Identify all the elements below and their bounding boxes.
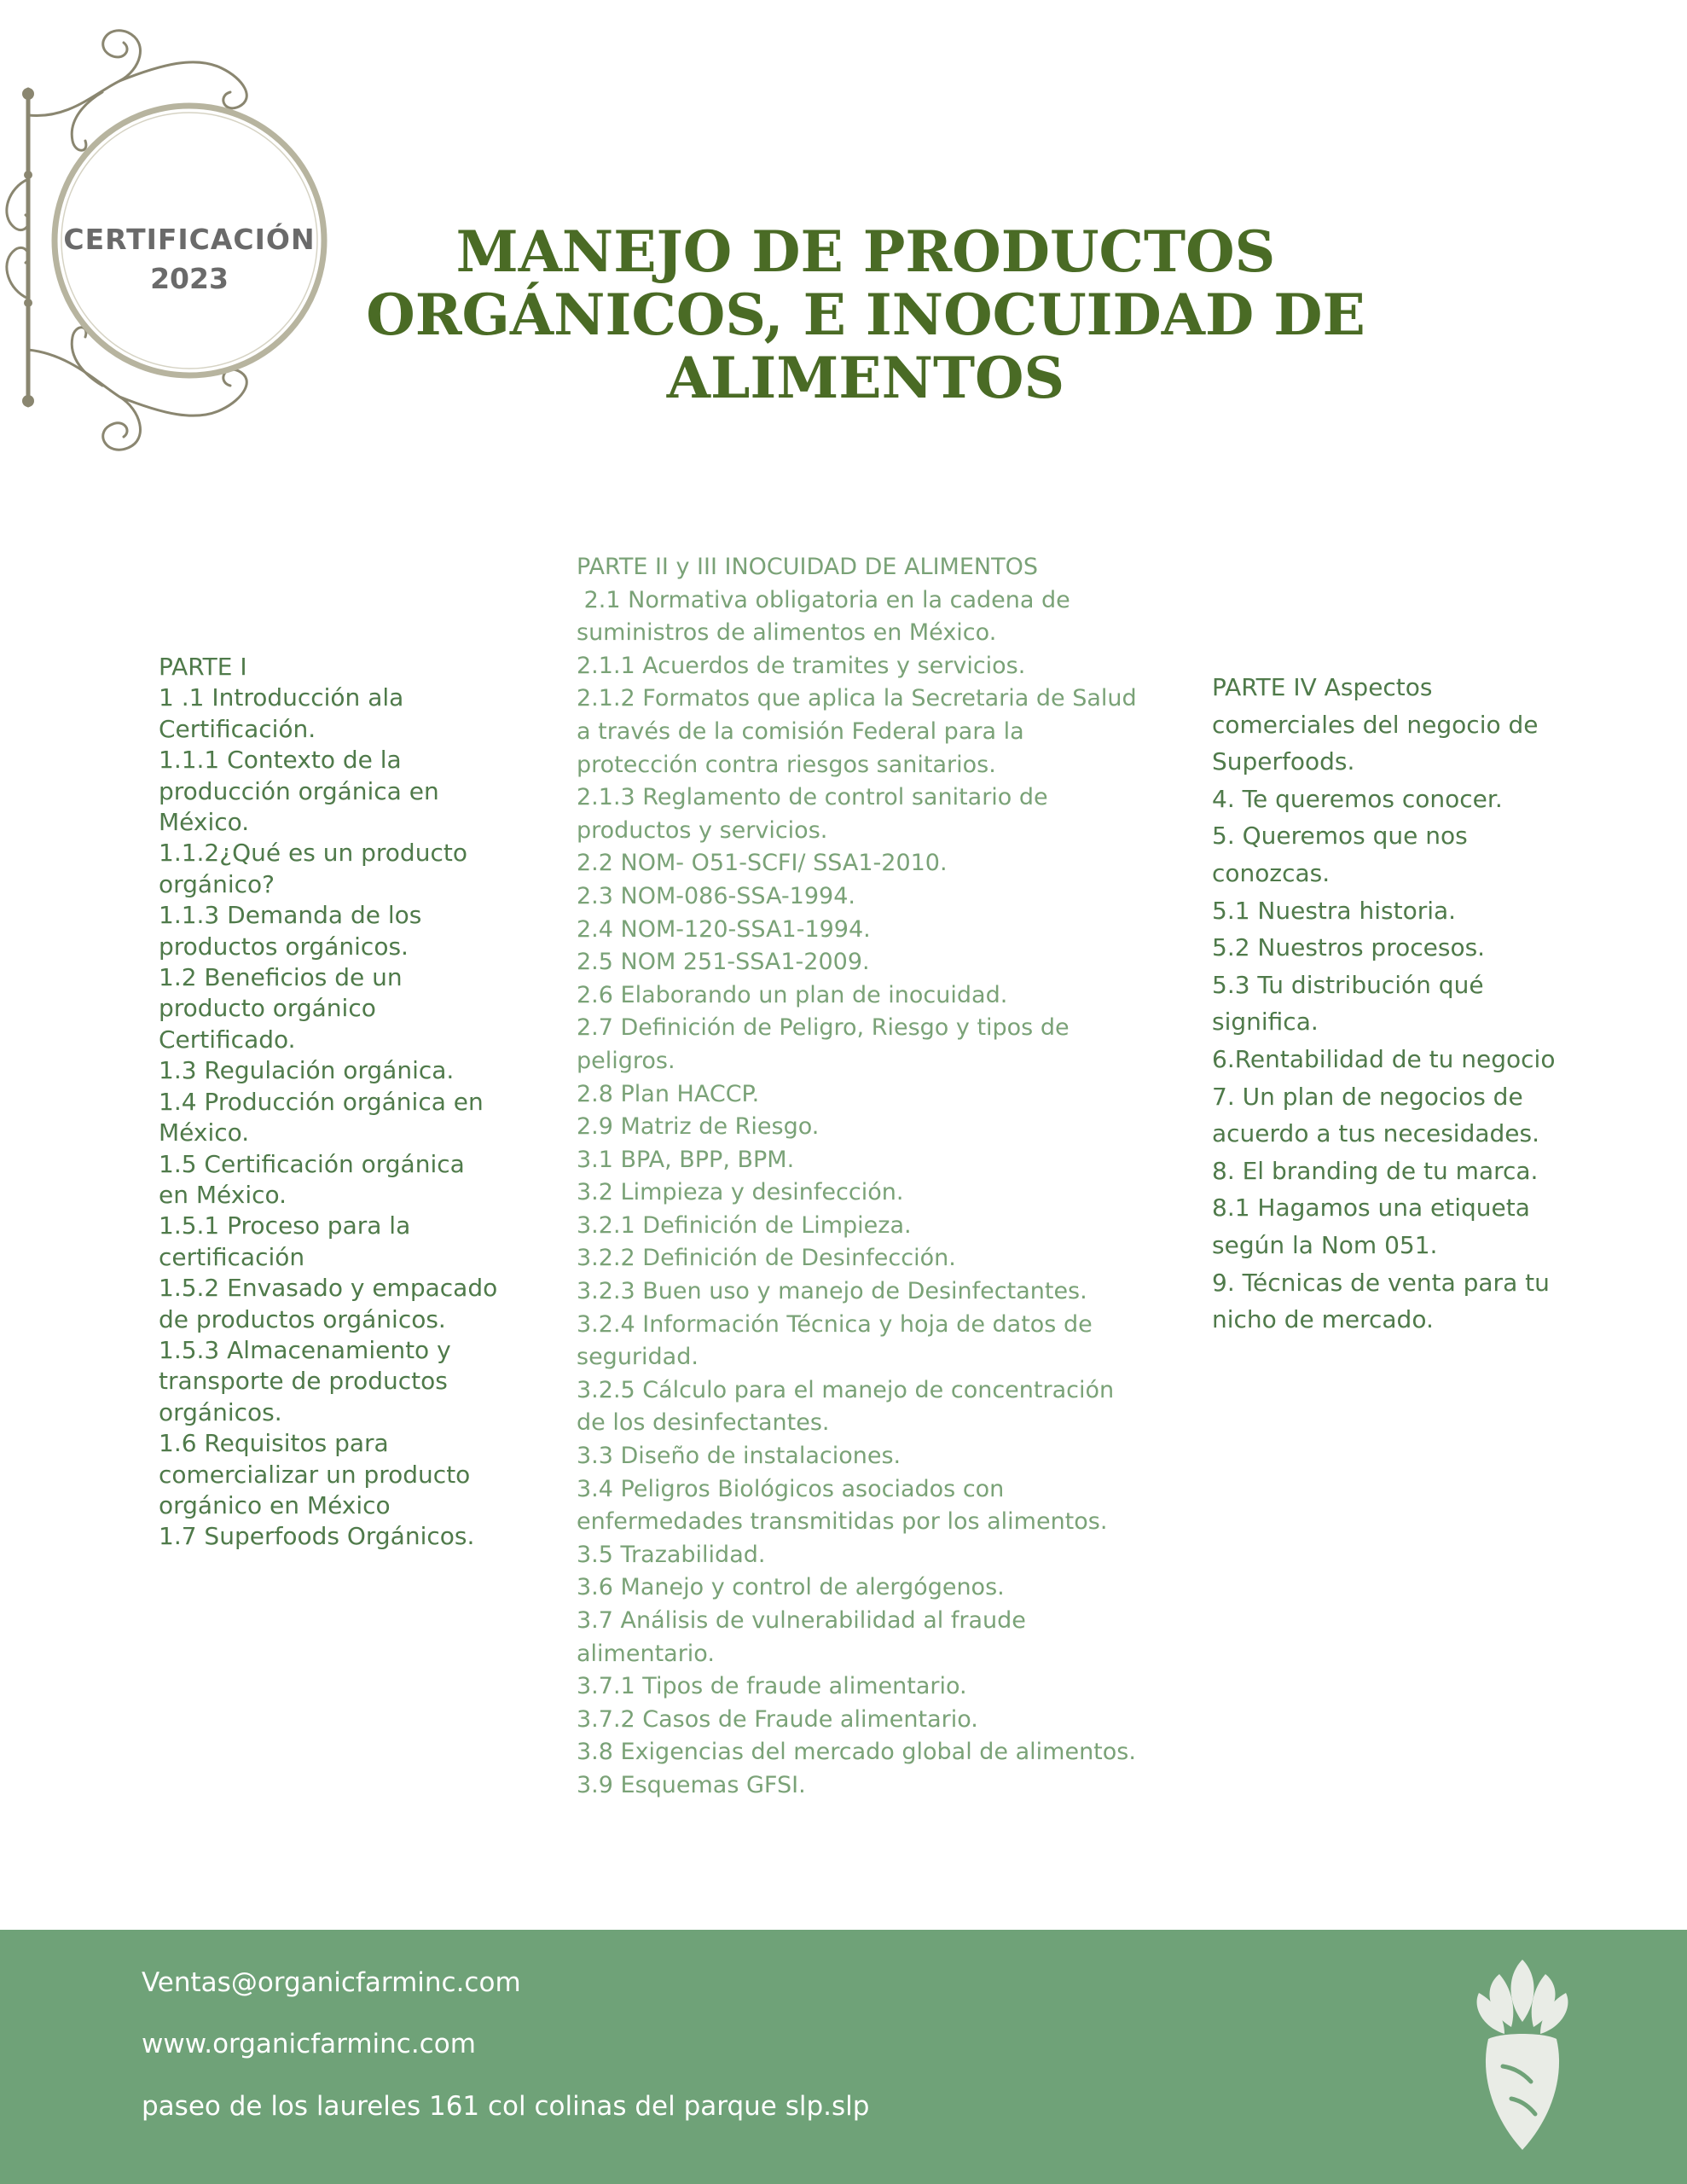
toc-line: 1.1.2¿Qué es un producto xyxy=(159,839,467,868)
toc-line: 2.6 Elaborando un plan de inocuidad. xyxy=(577,981,1008,1008)
toc-line: enfermedades transmitidas por los alimentos. xyxy=(577,1508,1108,1536)
toc-column-part-1 xyxy=(159,652,517,1553)
toc-line: 3.2.1 Definición de Limpieza. xyxy=(577,1211,912,1239)
toc-line: 3.2.4 Información Técnica y hoja de datos de xyxy=(577,1310,1093,1338)
toc-line: producto orgánico xyxy=(159,994,376,1023)
toc-line: a través de la comisión Federal para la xyxy=(577,717,1024,745)
toc-line: 6.Rentabilidad de tu negocio xyxy=(1212,1044,1556,1073)
toc-line: 3.7.2 Casos de Fraude alimentario. xyxy=(577,1705,978,1733)
toc-line: 1.5.3 Almacenamiento y xyxy=(159,1335,451,1364)
toc-line: según la Nom 051. xyxy=(1212,1230,1438,1259)
toc-column-part-4 xyxy=(1212,669,1587,1339)
footer-email-link[interactable]: Ventas@organicfarminc.com xyxy=(142,1967,521,1998)
toc-line: 1 .1 Introducción ala xyxy=(159,683,404,712)
toc-line: 2.1 Normativa obligatoria en la cadena de xyxy=(577,586,1070,613)
toc-line: productos orgánicos. xyxy=(159,932,409,961)
toc-line: 4. Te queremos conocer. xyxy=(1212,784,1503,813)
toc-line: en México. xyxy=(159,1180,287,1209)
toc-line: PARTE IV Aspectos xyxy=(1212,673,1433,701)
toc-line: 3.1 BPA, BPP, BPM. xyxy=(577,1146,795,1173)
toc-line: alimentario. xyxy=(577,1640,715,1667)
toc-line: suministros de alimentos en México. xyxy=(577,619,997,647)
toc-line: 3.2.5 Cálculo para el manejo de concentración xyxy=(577,1376,1115,1403)
toc-line: 1.4 Producción orgánica en xyxy=(159,1087,484,1116)
toc-column-part-2-3 xyxy=(577,551,1174,1803)
toc-line: 9. Técnicas de venta para tu xyxy=(1212,1268,1550,1297)
toc-line: nicho de mercado. xyxy=(1212,1305,1434,1334)
toc-line: peligros. xyxy=(577,1047,675,1074)
toc-line: 2.1.2 Formatos que aplica la Secretaria de Salud xyxy=(577,685,1137,712)
toc-line: de productos orgánicos. xyxy=(159,1304,446,1333)
toc-line: 3.2.3 Buen uso y manejo de Desinfectantes. xyxy=(577,1278,1087,1305)
toc-line: 1.5.2 Envasado y empacado xyxy=(159,1274,498,1303)
toc-line: 3.7 Análisis de vulnerabilidad al fraude xyxy=(577,1607,1026,1634)
toc-line: 1.1.3 Demanda de los xyxy=(159,901,422,930)
toc-line: 3.8 Exigencias del mercado global de alimentos. xyxy=(577,1739,1136,1766)
toc-line: 1.5 Certificación orgánica xyxy=(159,1149,465,1178)
toc-line: 1.7 Superfoods Orgánicos. xyxy=(159,1522,475,1551)
toc-line: 2.8 Plan HACCP. xyxy=(577,1080,760,1107)
toc-line: 2.5 NOM 251-SSA1-2009. xyxy=(577,949,870,976)
toc-line: 1.6 Requisitos para xyxy=(159,1429,389,1458)
toc-line: 8.1 Hagamos una etiqueta xyxy=(1212,1194,1530,1223)
toc-line: México. xyxy=(159,808,250,837)
toc-line: comercializar un producto xyxy=(159,1460,471,1489)
toc-line: orgánicos. xyxy=(159,1397,282,1426)
badge-year-text: 2023 xyxy=(150,262,229,295)
footer xyxy=(0,1930,1687,2184)
toc-line: 7. Un plan de negocios de xyxy=(1212,1082,1523,1111)
toc-line: 2.1.1 Acuerdos de tramites y servicios. xyxy=(577,652,1026,679)
toc-line: 2.4 NOM-120-SSA1-1994. xyxy=(577,915,871,943)
toc-line: 3.2 Limpieza y desinfección. xyxy=(577,1179,904,1206)
toc-line: PARTE II y III INOCUIDAD DE ALIMENTOS xyxy=(577,554,1038,580)
toc-line: 3.5 Trazabilidad. xyxy=(577,1541,766,1568)
toc-line: significa. xyxy=(1212,1008,1319,1037)
toc-line: 3.7.1 Tipos de fraude alimentario. xyxy=(577,1673,967,1700)
toc-line: orgánico en México xyxy=(159,1490,391,1519)
toc-line: 2.1.3 Reglamento de control sanitario de xyxy=(577,784,1048,811)
toc-line: certificación xyxy=(159,1242,305,1271)
toc-line: Certificación. xyxy=(159,714,316,743)
toc-line: 5.2 Nuestros procesos. xyxy=(1212,933,1486,962)
toc-line: 5.3 Tu distribución qué xyxy=(1212,970,1484,999)
toc-line: 2.9 Matriz de Riesgo. xyxy=(577,1113,820,1141)
toc-line: Superfoods. xyxy=(1212,747,1355,776)
toc-line: 5. Queremos que nos xyxy=(1212,822,1468,851)
badge-certification-text: CERTIFICACIÓN xyxy=(63,223,316,256)
toc-line: comerciales del negocio de xyxy=(1212,710,1539,739)
toc-line: seguridad. xyxy=(577,1344,699,1371)
toc-line: productos y servicios. xyxy=(577,816,828,844)
footer-website-link[interactable]: www.organicfarminc.com xyxy=(142,2029,476,2059)
page-title: MANEJO DE PRODUCTOS ORGÁNICOS, E INOCUIDAD DE ALIMENTOS xyxy=(366,218,1365,411)
toc-line: de los desinfectantes. xyxy=(577,1409,830,1437)
toc-line: 3.3 Diseño de instalaciones. xyxy=(577,1443,901,1470)
toc-line: México. xyxy=(159,1118,250,1147)
toc-line: 2.7 Definición de Peligro, Riesgo y tipos de xyxy=(577,1014,1070,1042)
badge-label xyxy=(53,220,326,299)
toc-line: 3.2.2 Definición de Desinfección. xyxy=(577,1245,956,1272)
footer-address: paseo de los laureles 161 col colinas del parque slp.slp xyxy=(142,2091,870,2122)
toc-line: PARTE I xyxy=(159,653,247,681)
toc-line: 1.1.1 Contexto de la xyxy=(159,746,402,775)
toc-line: 5.1 Nuestra historia. xyxy=(1212,896,1457,925)
toc-line: 2.3 NOM-086-SSA-1994. xyxy=(577,882,855,909)
toc-line: 1.5.1 Proceso para la xyxy=(159,1211,411,1240)
toc-line: 1.3 Regulación orgánica. xyxy=(159,1056,455,1085)
radish-logo-icon xyxy=(1467,1955,1578,2160)
toc-line: 1.2 Beneficios de un xyxy=(159,963,403,992)
toc-line: conozcas. xyxy=(1212,858,1330,887)
toc-line: 8. El branding de tu marca. xyxy=(1212,1156,1539,1185)
toc-line: 3.6 Manejo y control de alergógenos. xyxy=(577,1574,1005,1601)
toc-line: producción orgánica en xyxy=(159,776,439,805)
toc-line: 3.4 Peligros Biológicos asociados con xyxy=(577,1475,1005,1502)
toc-line: orgánico? xyxy=(159,869,275,898)
toc-line: 3.9 Esquemas GFSI. xyxy=(577,1771,806,1798)
toc-line: protección contra riesgos sanitarios. xyxy=(577,751,996,778)
toc-line: acuerdo a tus necesidades. xyxy=(1212,1119,1540,1148)
toc-line: transporte de productos xyxy=(159,1367,448,1396)
toc-line: Certificado. xyxy=(159,1025,296,1054)
toc-line: 2.2 NOM- O51-SCFI/ SSA1-2010. xyxy=(577,850,948,877)
